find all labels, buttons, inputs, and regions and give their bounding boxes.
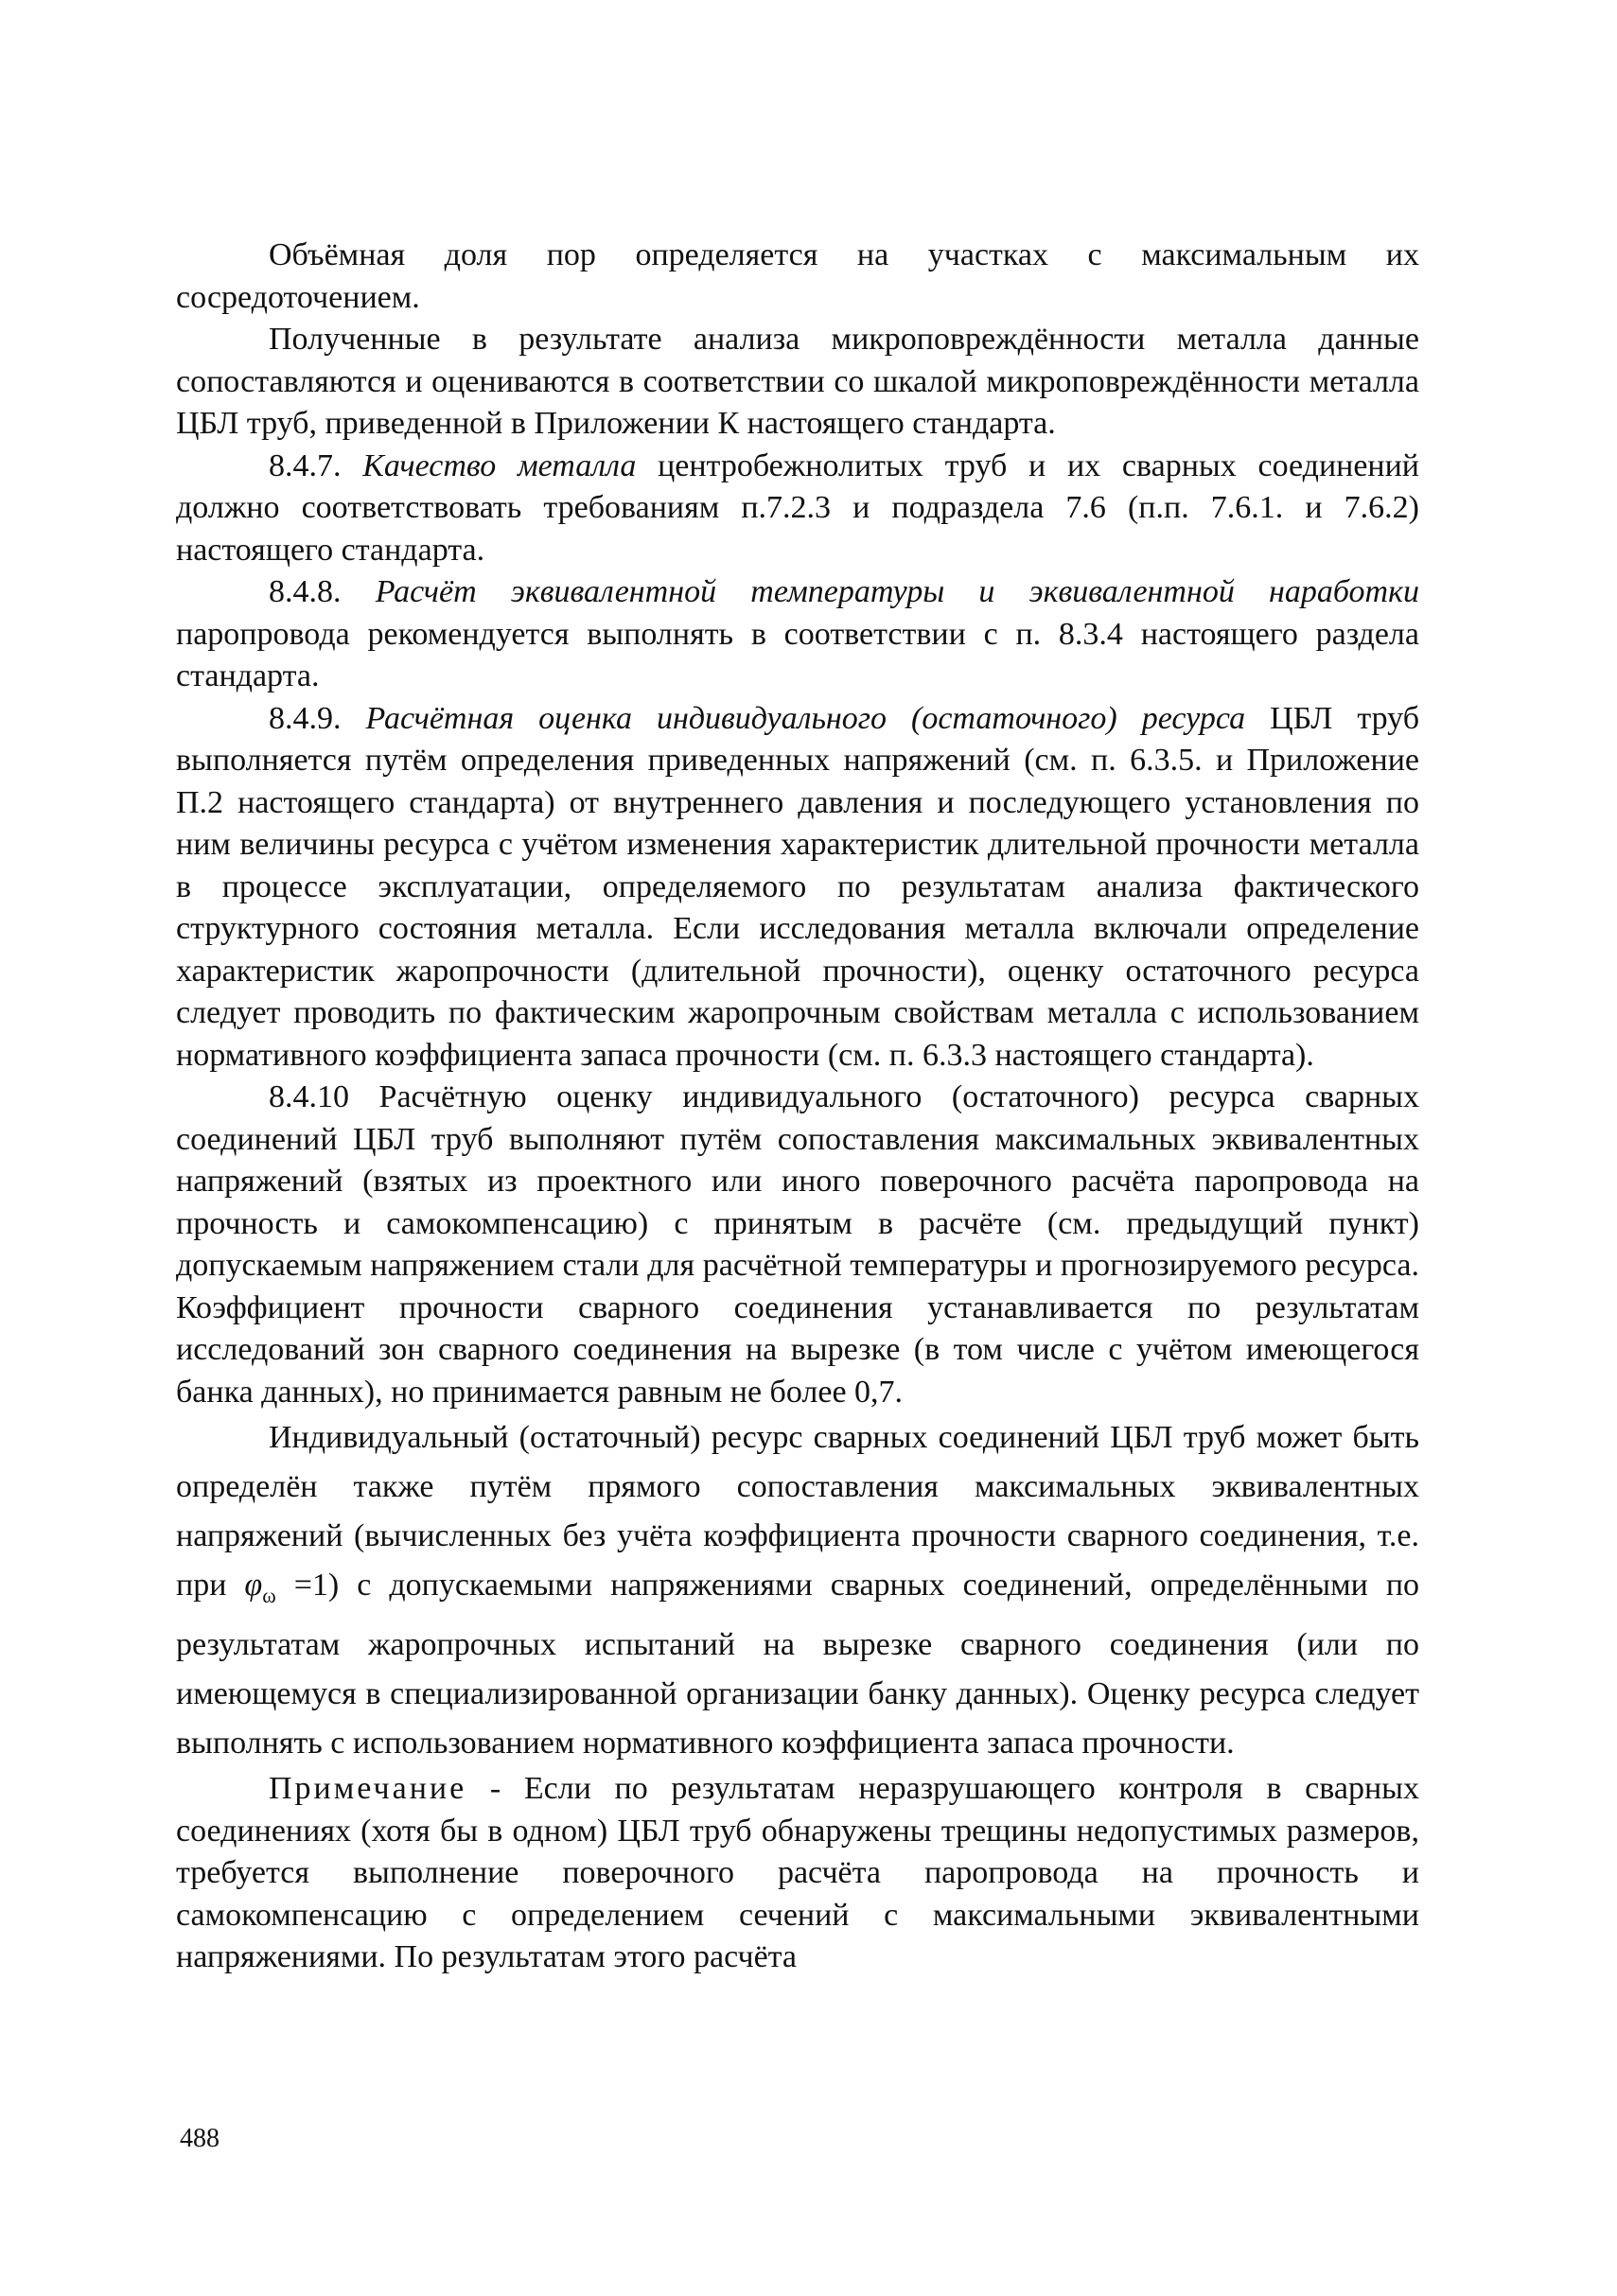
paragraph-8-4-7 [176,446,1419,572]
clause-text: паропровода рекомендуется выполнять в соответствии с п. 8.3.4 настоящего раздела стандарта. [176,616,1419,693]
paragraph-8-4-10 [176,1077,1419,1413]
paragraph-text: 8.4.10 Расчётную оценку индивидуального (остаточного) ресурса сварных соединений ЦБЛ труб выполняют путём сопоставления максимальных эквивалентных напряжений (взятых из проектного или иного поверочного расчёта паропровода на прочность и самокомпенсацию) с принятым в расчёте (см. предыдущий пункт) допускаемым напряжением стали для расчётной температуры и прогнозируемого ресурса. Коэффициент прочности сварного соединения устанавливается по результатам исследований зон сварного соединения на вырезке (в том числе с учётом имеющегося банка данных), но принимается равным не более 0,7. [176,1079,1419,1410]
paragraph-individual-resource [176,1413,1419,1768]
formula-symbol: φ [244,1568,263,1603]
clause-title: Расчётная оценка индивидуального (остаточного) ресурса [365,700,1246,736]
formula-value: =1 [293,1568,328,1603]
clause-number: 8.4.8. [269,574,342,609]
clause-number: 8.4.7. [269,447,342,483]
paragraph-8-4-8 [176,571,1419,698]
clause-text: ЦБЛ труб выполняется путём определения приведенных напряжений (см. п. 6.3.5. и Приложение П.2 настоящего стандарта) от внутреннего давления и последующего установления по ним величины ресурса с учётом изменения характеристик длительной прочности металла в процессе эксплуатации, определяемого по результатам анализа фактического структурного состояния металла. Если исследования металла включали определение характеристик жаропрочности (длительной прочности), оценку остаточного ресурса следует проводить по фактическим жаропрочным свойствам металла с использованием нормативного коэффициента запаса прочности (см. п. 6.3.3 настоящего стандарта). [176,700,1420,1073]
paragraph-note [176,1768,1419,1979]
paragraph-text-before-formula: Индивидуальный (остаточный) ресурс сварных соединений ЦБЛ труб может быть определён также путём прямого сопоставления максимальных эквивалентных напряжений (вычисленных без учёта коэффициента прочности сварного соединения, т.е. при [176,1420,1419,1603]
body-text [176,235,1419,1979]
formula-subscript: ω [262,1584,276,1607]
paragraph-text-after-formula: с допускаемыми напряжениями сварных соединений, определёнными по результатам жаропрочных испытаний на вырезке сварного соединения (или по имеющемуся в специализированной организации банку данных). Оценку ресурса следует выполнять с использованием нормативного коэффициента запаса прочности. [176,1568,1420,1761]
paragraph-text: Объёмная доля пор определяется на участках с максимальным их сосредоточением. [176,237,1419,315]
paragraph-microdamage-results [176,319,1419,446]
paragraph-text: Полученные в результате анализа микроповреждённости металла данные сопоставляются и оцениваются в соответствии со шкалой микроповреждённости металла ЦБЛ труб, приведенной в Приложении К настоящего стандарта. [176,322,1419,441]
clause-title: Расчёт эквивалентной температуры и эквивалентной наработки [375,574,1419,609]
note-label: Примечание [269,1771,467,1806]
paragraph-8-4-9 [176,698,1419,1078]
clause-title: Качество металла [362,447,637,483]
paragraph-pore-fraction [176,235,1419,319]
note-text: - Если по результатам неразрушающего контроля в сварных соединениях (хотя бы в одном) ЦБЛ труб обнаружены трещины недопустимых размеров, требуется выполнение поверочного расчёта паропровода на прочность и самокомпенсацию с определением сечений с максимальными эквивалентными напряжениями. По результатам этого расчёта [176,1771,1420,1974]
formula: $\varphi_\omega =1$) [244,1568,340,1607]
page-number: 488 [180,2124,220,2153]
clause-text: центробежнолитых труб и их сварных соединений должно соответствовать требованиям п.7.2.3 и подраздела 7.6 (п.п. 7.6.1. и 7.6.2) настоящего стандарта. [176,447,1420,568]
clause-number: 8.4.9. [269,700,342,736]
